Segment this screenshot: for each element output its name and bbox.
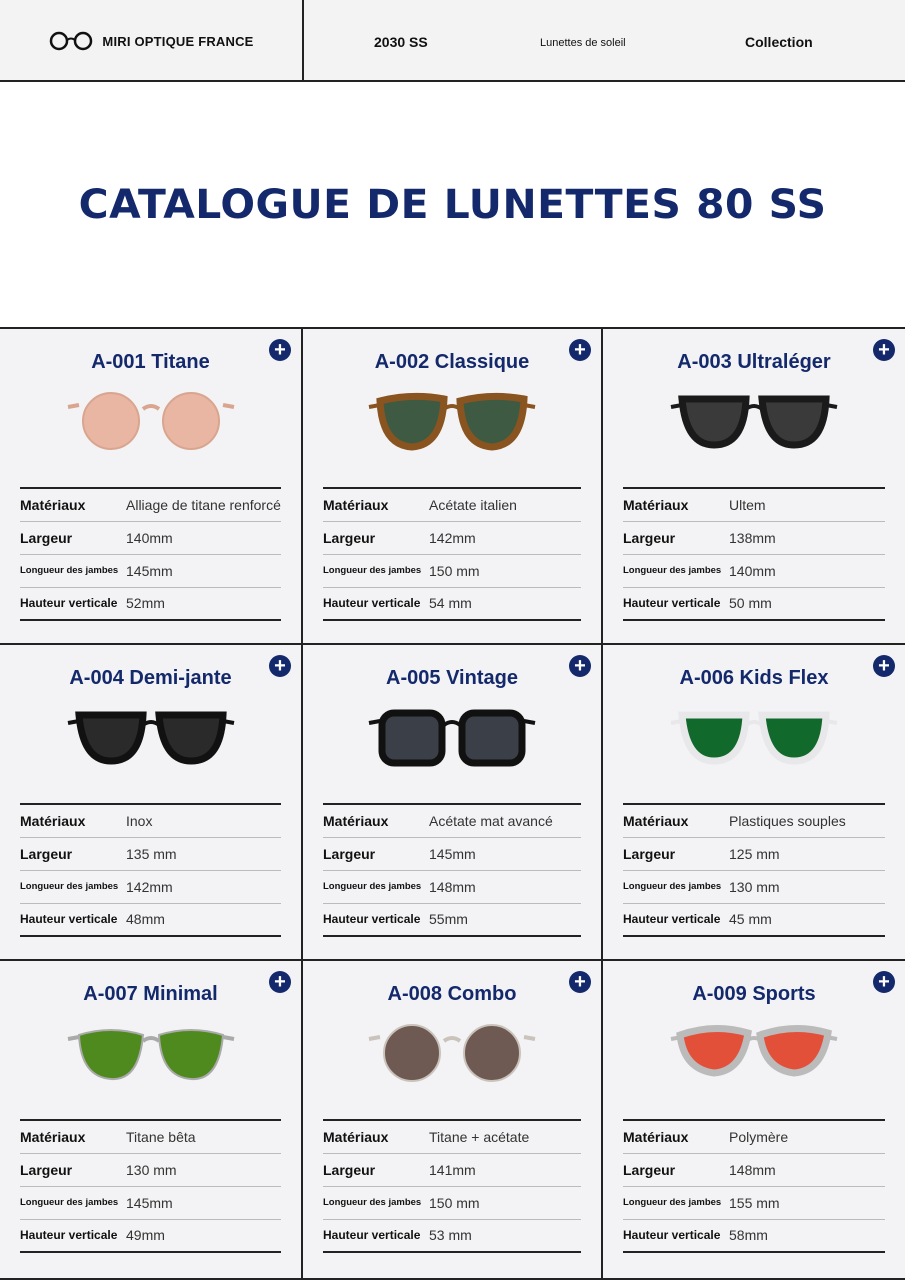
spec-row [323,804,581,837]
spec-value: 142mm [429,521,581,554]
spec-value: Ultem [729,488,885,521]
product-card[interactable] [303,329,603,645]
add-button[interactable] [569,655,591,677]
title-section [0,82,905,329]
spec-value: 145mm [126,554,281,587]
spec-value: Titane bêta [126,1120,281,1153]
spec-label: Longueur des jambes [20,1186,126,1219]
spec-value: 135 mm [126,837,281,870]
spec-row [20,903,281,936]
spec-label: Longueur des jambes [323,554,429,587]
product-card[interactable] [0,329,303,645]
spec-row [623,837,885,870]
spec-value: 125 mm [729,837,885,870]
spec-row [20,1186,281,1219]
add-button[interactable] [873,971,895,993]
spec-value: 45 mm [729,911,772,928]
sunglasses-image [669,705,839,775]
spec-value: 140mm [126,521,281,554]
spec-value: 52mm [126,595,165,612]
add-button[interactable] [569,971,591,993]
spec-value: 150 mm [429,1186,581,1219]
plus-icon: + [878,971,890,993]
spec-row [20,1153,281,1186]
spec-value: 130 mm [729,870,885,903]
spec-row [623,521,885,554]
spec-value: Polymère [729,1120,885,1153]
collection-label[interactable]: Collection [745,34,813,50]
spec-label: Largeur [20,837,126,870]
spec-value: Inox [126,804,281,837]
spec-table [20,1119,281,1253]
spec-label: Largeur [323,521,429,554]
category-label: Lunettes de soleil [540,37,626,49]
spec-label: Hauteur verticale [323,1228,421,1243]
spec-label: Matériaux [323,804,429,837]
spec-row [623,488,885,521]
product-name: A-001 Titane [91,351,210,373]
spec-value: 48mm [126,911,165,928]
sunglasses-image [66,705,236,775]
plus-icon: + [574,655,586,677]
spec-label: Largeur [323,837,429,870]
spec-row [20,1120,281,1153]
spec-value: 53 mm [429,1227,472,1244]
spec-row [323,587,581,620]
brand-name: MIRI OPTIQUE FRANCE [102,33,254,49]
spec-label: Largeur [20,1153,126,1186]
spec-row [323,488,581,521]
spec-label: Matériaux [323,1120,429,1153]
spec-row [323,521,581,554]
spec-table [623,803,885,937]
header [0,0,905,82]
add-button[interactable] [269,655,291,677]
spec-label: Largeur [20,521,126,554]
product-name: A-004 Demi-jante [69,667,232,689]
spec-row [20,488,281,521]
spec-label: Hauteur verticale [323,596,421,611]
product-name: A-005 Vintage [386,667,518,689]
spec-row [20,554,281,587]
spec-row [623,1186,885,1219]
add-button[interactable] [269,339,291,361]
page-title: CATALOGUE DE LUNETTES 80 SS [78,181,827,228]
spec-table [323,1119,581,1253]
spec-value: 155 mm [729,1186,885,1219]
spec-label: Matériaux [20,1120,126,1153]
spec-label: Largeur [623,837,729,870]
spec-row [20,587,281,620]
plus-icon: + [274,971,286,993]
spec-row [20,1219,281,1252]
spec-value: 50 mm [729,595,772,612]
product-card[interactable] [303,961,603,1280]
spec-row [20,804,281,837]
product-card[interactable] [603,329,905,645]
product-card[interactable] [603,961,905,1280]
spec-label: Longueur des jambes [623,554,729,587]
product-name: A-009 Sports [692,983,816,1005]
spec-value: Alliage de titane renforcé [126,488,281,521]
product-card[interactable] [303,645,603,961]
sunglasses-image [367,389,537,459]
spec-row [623,1153,885,1186]
glasses-logo-icon [48,31,94,51]
plus-icon: + [274,655,286,677]
spec-label: Hauteur verticale [20,912,118,927]
plus-icon: + [574,339,586,361]
spec-value: Titane + acétate [429,1120,581,1153]
sunglasses-image [367,1021,537,1091]
sunglasses-image [66,389,236,459]
spec-row [623,870,885,903]
spec-row [323,1153,581,1186]
plus-icon: + [274,339,286,361]
product-card[interactable] [0,645,303,961]
spec-label: Hauteur verticale [623,1228,721,1243]
spec-label: Largeur [623,521,729,554]
spec-table [623,487,885,621]
spec-row [623,903,885,936]
spec-label: Longueur des jambes [323,870,429,903]
spec-value: 150 mm [429,554,581,587]
product-name: A-003 Ultraléger [677,351,831,373]
spec-row [323,554,581,587]
product-grid [0,329,905,1280]
product-name: A-006 Kids Flex [679,667,829,689]
brand[interactable] [0,0,304,82]
spec-label: Longueur des jambes [20,870,126,903]
spec-label: Largeur [623,1153,729,1186]
spec-value: 148mm [729,1153,885,1186]
product-card[interactable] [0,961,303,1280]
spec-label: Longueur des jambes [20,554,126,587]
spec-value: 145mm [429,837,581,870]
spec-row [323,837,581,870]
spec-value: 55mm [429,911,468,928]
spec-row [623,1120,885,1153]
plus-icon: + [574,971,586,993]
spec-label: Matériaux [623,488,729,521]
season-label: 2030 SS [374,34,428,50]
spec-label: Matériaux [623,1120,729,1153]
spec-row [323,1219,581,1252]
spec-label: Hauteur verticale [623,912,721,927]
spec-label: Matériaux [623,804,729,837]
sunglasses-image [66,1021,236,1091]
spec-label: Longueur des jambes [623,1186,729,1219]
spec-label: Hauteur verticale [323,912,421,927]
spec-label: Largeur [323,1153,429,1186]
add-button[interactable] [569,339,591,361]
product-name: A-008 Combo [387,983,517,1005]
spec-value: 140mm [729,554,885,587]
spec-row [323,903,581,936]
spec-row [20,837,281,870]
product-card[interactable] [603,645,905,961]
spec-value: Plastiques souples [729,804,885,837]
spec-row [323,1186,581,1219]
spec-label: Matériaux [323,488,429,521]
product-name: A-002 Classique [374,351,530,373]
add-button[interactable] [269,971,291,993]
spec-value: 148mm [429,870,581,903]
add-button[interactable] [873,339,895,361]
spec-label: Longueur des jambes [323,1186,429,1219]
spec-row [323,870,581,903]
sunglasses-image [669,389,839,459]
spec-value: Acétate mat avancé [429,804,581,837]
spec-value: 141mm [429,1153,581,1186]
spec-label: Matériaux [20,804,126,837]
spec-row [20,870,281,903]
spec-row [20,521,281,554]
spec-table [623,1119,885,1253]
spec-row [623,804,885,837]
spec-label: Hauteur verticale [20,1228,118,1243]
spec-value: 54 mm [429,595,472,612]
spec-row [623,554,885,587]
spec-value: 145mm [126,1186,281,1219]
spec-value: 142mm [126,870,281,903]
spec-label: Longueur des jambes [623,870,729,903]
spec-row [323,1120,581,1153]
spec-row [623,587,885,620]
spec-table [323,487,581,621]
plus-icon: + [878,655,890,677]
sunglasses-image [669,1021,839,1091]
spec-value: 49mm [126,1227,165,1244]
spec-value: 138mm [729,521,885,554]
spec-value: Acétate italien [429,488,581,521]
add-button[interactable] [873,655,895,677]
sunglasses-image [367,705,537,775]
spec-table [20,487,281,621]
product-name: A-007 Minimal [83,983,218,1005]
spec-label: Hauteur verticale [20,596,118,611]
spec-label: Matériaux [20,488,126,521]
spec-table [20,803,281,937]
spec-value: 58mm [729,1227,768,1244]
spec-row [623,1219,885,1252]
spec-label: Hauteur verticale [623,596,721,611]
plus-icon: + [878,339,890,361]
spec-value: 130 mm [126,1153,281,1186]
spec-table [323,803,581,937]
